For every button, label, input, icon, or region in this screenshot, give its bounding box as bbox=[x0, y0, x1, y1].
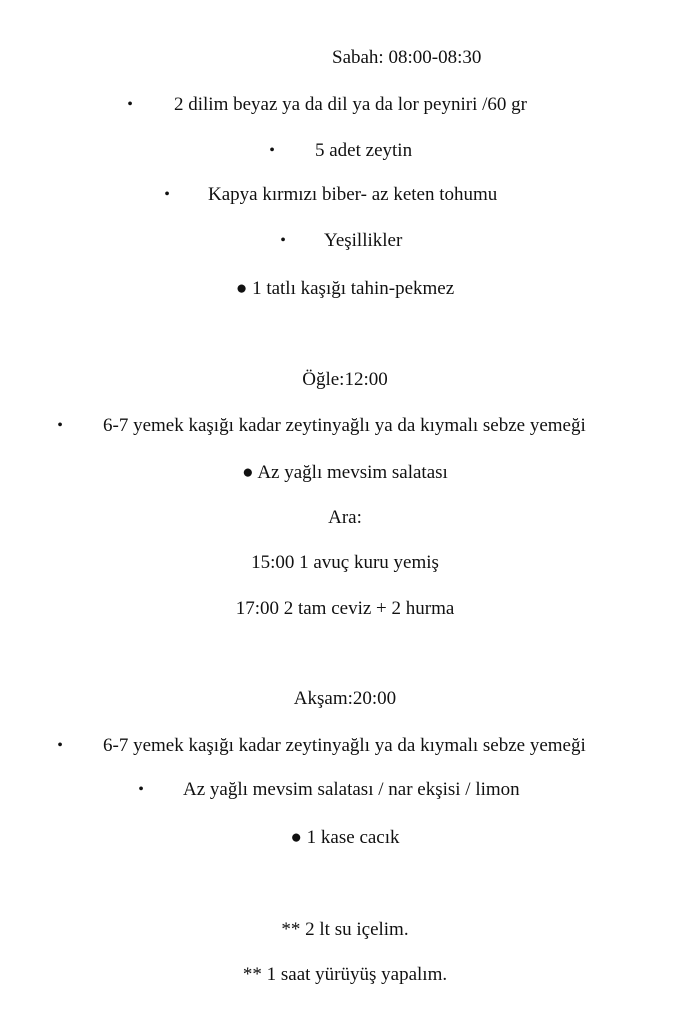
breakfast-heading: Sabah: 08:00-08:30 bbox=[332, 47, 482, 68]
bullet-icon: • bbox=[269, 142, 275, 159]
list-item: • Yeşillikler bbox=[0, 228, 690, 254]
list-item: • 6-7 yemek kaşığı kadar zeytinyağlı ya da kıymalı sebze yemeği bbox=[0, 733, 690, 759]
list-item: • 2 dilim beyaz ya da dil ya da lor peyniri /60 gr bbox=[0, 92, 690, 118]
bullet-icon: • bbox=[127, 96, 133, 113]
list-item: • Az yağlı mevsim salatası / nar ekşisi / limon bbox=[0, 777, 690, 803]
lunch-heading: Öğle:12:00 bbox=[302, 369, 388, 390]
bullet-icon: • bbox=[57, 737, 63, 754]
list-item: ● 1 tatlı kaşığı tahin-pekmez bbox=[235, 278, 455, 299]
list-item: ● 1 kase cacık bbox=[290, 827, 400, 848]
note-line: ** 1 saat yürüyüş yapalım. bbox=[242, 964, 448, 985]
snack-line: 17:00 2 tam ceviz + 2 hurma bbox=[235, 598, 455, 619]
snack-line: 15:00 1 avuç kuru yemiş bbox=[251, 552, 439, 573]
list-item: ● Az yağlı mevsim salatası bbox=[242, 462, 448, 483]
note-line: ** 2 lt su içelim. bbox=[281, 919, 409, 940]
list-item: • 6-7 yemek kaşığı kadar zeytinyağlı ya da kıymalı sebze yemeği bbox=[0, 413, 690, 439]
bullet-icon: • bbox=[57, 417, 63, 434]
snack-heading: Ara: bbox=[328, 507, 362, 528]
list-item: • Kapya kırmızı biber- az keten tohumu bbox=[0, 182, 690, 208]
bullet-icon: • bbox=[280, 232, 286, 249]
bullet-icon: • bbox=[164, 186, 170, 203]
dinner-heading: Akşam:20:00 bbox=[293, 688, 397, 709]
bullet-icon: • bbox=[138, 781, 144, 798]
list-item: • 5 adet zeytin bbox=[0, 138, 690, 164]
